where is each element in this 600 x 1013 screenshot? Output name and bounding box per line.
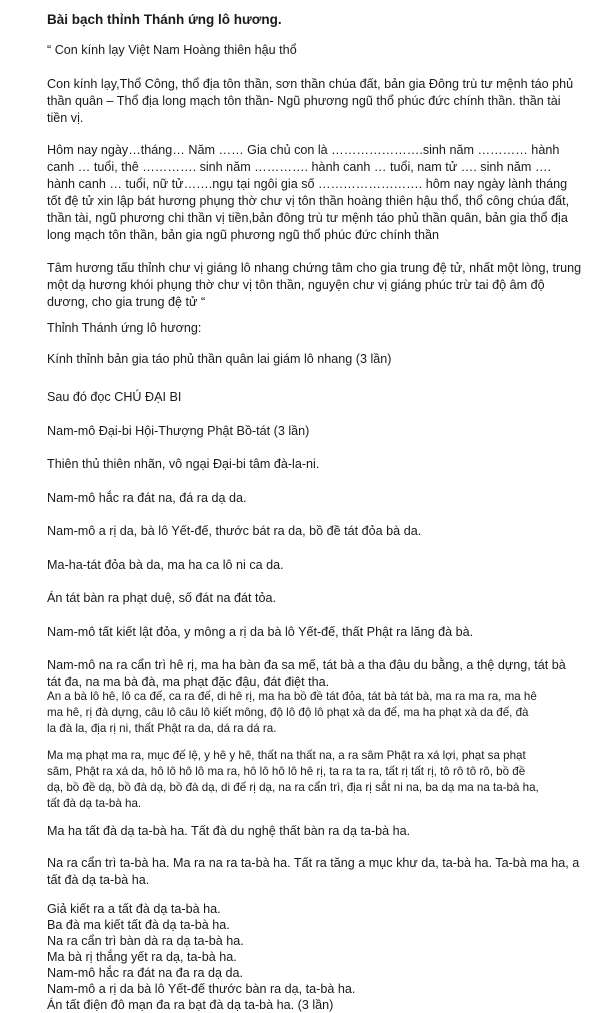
paragraph-mantra-3: Nam-mô hắc ra đát na, đá ra dạ da.	[47, 491, 247, 505]
paragraph-mantra-7: Nam-mô tất kiết lật đỏa, y mông a rị da bà lô Yết-đế, thất Phật ra lăng đà bà.	[47, 625, 474, 639]
paragraph-mantra-1: Nam-mô Đại-bi Hội-Thượng Phật Bồ-tát (3 lần)	[47, 424, 310, 438]
paragraph-invocation: “ Con kính lạy Việt Nam Hoàng thiên hậu thổ	[47, 43, 297, 57]
final-line: Ma bà rị thắng yết ra dạ, ta-bà ha.	[47, 950, 237, 964]
final-line: Ba đà ma kiết tất đà dạ ta-bà ha.	[47, 918, 230, 932]
final-line: Na ra cẩn trì bàn dà ra dạ ta-bà ha.	[47, 934, 244, 948]
paragraph-prayer: Tâm hương tấu thỉnh chư vị giáng lô nhang chứng tâm cho gia trung đệ tử, nhất một lòng, trung một dạ hương khói phụng thờ chư vị tôn thần, nguyện chư vị giáng phúc trừ tai độ âm độ dương, cho gia trung đệ tử “	[47, 261, 582, 309]
final-line: Nam-mô hắc ra đát na đa ra dạ da.	[47, 966, 244, 980]
paragraph-chu-dai-bi-heading: Sau đó đọc CHÚ ĐẠI BI	[47, 390, 182, 404]
paragraph-kinh-thinh: Kính thỉnh bản gia táo phủ thần quân lai giám lô nhang (3 lần)	[47, 352, 392, 366]
paragraph-mantra-2: Thiên thủ thiên nhãn, vô ngại Đại-bi tâm đà-la-ni.	[47, 457, 320, 471]
paragraph-mantra-6: Án tát bàn ra phạt duệ, số đát na đát tỏa.	[47, 591, 276, 605]
paragraph-date-and-family: Hôm nay ngày…tháng… Năm …… Gia chủ con là ………………….sinh năm ………… hành canh … tuổi, thê …………. sinh năm …………. hành canh … tuổi, nam tử …. sinh năm …. hành canh … tuổi, nữ tử…….ngụ tại ngôi gia số ……………………. hôm nay ngày lành tháng tốt đệ tử xin lập bát hương phụng thờ chư vị tôn thần hoàng thiên hậu thổ, thổ công chúa đất, thần tài, ngũ phương chi thần vị tiền,bản đông trù tư mệnh táo phủ thần quân, bản gia thổ địa long mạch tôn thần, bản gia ngũ phương ngũ thổ phúc đức chính thần	[47, 143, 570, 242]
document-title: Bài bạch thỉnh Thánh ứng lô hương.	[47, 12, 282, 27]
paragraph-mantra-10: Ma mạ phạt ma ra, mục đế lệ, y hê y hê, thất na thất na, a ra sâm Phật ra xá lợi, phạt sa phạt sâm, Phật ra xá da, hô lô hô lô ma ra, hô lô hô lô hê rị, ta ra ta ra, tất rị tất rị, tô rô tô rô, bồ đề dạ, bồ đề dạ, bồ đà dạ, bồ đà dạ, di đế rị dạ, na ra cẩn trì, địa rị sắt ni na, ba dạ ma na ta-bà ha, tất đà dạ ta-bà ha.	[47, 749, 539, 810]
paragraph-heading-invite: Thỉnh Thánh ứng lô hương:	[47, 321, 202, 335]
paragraph-mantra-8: Nam-mô na ra cẩn trì hê rị, ma ha bàn đa sa mế, tát bà a tha đậu du bằng, a thệ dựng, tát bà tát đa, na ma bà đà, ma phạt đặc đậu, đát điệt tha.	[47, 658, 566, 689]
paragraph-mantra-11: Ma ha tất đà dạ ta-bà ha. Tất đà du nghệ thất bàn ra dạ ta-bà ha.	[47, 824, 411, 838]
final-line: Giả kiết ra a tất đà dạ ta-bà ha.	[47, 902, 221, 916]
final-line: Nam-mô a rị da bà lô Yết-đế thước bàn ra dạ, ta-bà ha.	[47, 982, 356, 996]
paragraph-mantra-5: Ma-ha-tát đỏa bà da, ma ha ca lô ni ca da.	[47, 558, 284, 572]
paragraph-deities: Con kính lạy,Thổ Công, thổ địa tôn thần, sơn thần chúa đất, bản gia Đông trù tư mệnh táo phủ thần quân – Thổ địa long mạch tôn thần- Ngũ phương ngũ thổ phúc đức chính thần. thần tài tiền vị.	[47, 77, 574, 125]
paragraph-mantra-4: Nam-mô a rị da, bà lô Yết-đế, thước bát ra da, bồ đề tát đỏa bà da.	[47, 524, 422, 538]
final-line: Án tất điện đô mạn đa ra bạt đà dạ ta-bà ha. (3 lần)	[47, 998, 334, 1012]
paragraph-mantra-12: Na ra cẩn trì ta-bà ha. Ma ra na ra ta-bà ha. Tất ra tăng a mục khư da, ta-bà ha. Ta-bà ma ha, a tất đà dạ ta-bà ha.	[47, 856, 580, 887]
paragraph-mantra-9: An a bà lô hê, lô ca đế, ca ra đế, di hê rị, ma ha bồ đề tát đỏa, tát bà tát bà, ma ra ma ra, ma hê ma hê, rị đà dựng, câu lô câu lô kiết mông, độ lô độ lô phạt xà da đế, ma ha phạt xà da đế, đà la đà la, địa rị ni, thất Phật ra da, dá ra dá ra.	[47, 690, 537, 735]
